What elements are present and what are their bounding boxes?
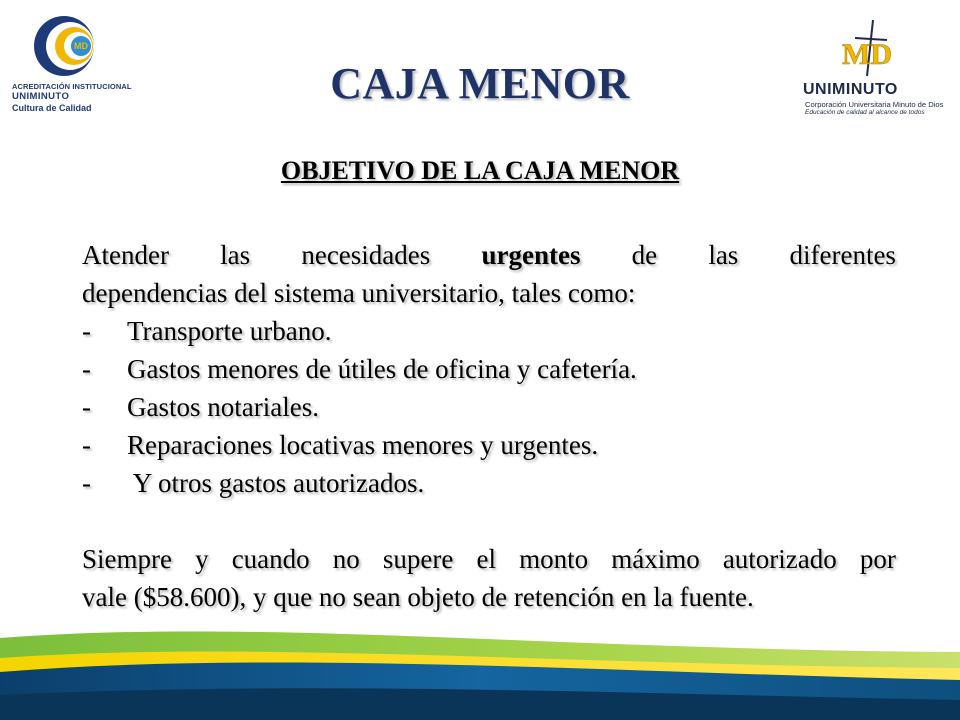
word: necesidades — [301, 240, 431, 270]
bullet-dash: - — [82, 354, 91, 384]
word: no — [332, 544, 360, 574]
bullet-dash: - — [82, 392, 91, 422]
word: las — [220, 240, 251, 270]
accreditation-line1: ACREDITACIÓN INSTITUCIONAL — [12, 82, 132, 91]
list-item: - Reparaciones locativas menores y urgentes. — [82, 426, 896, 464]
uniminuto-name: UNIMINUTO — [803, 81, 898, 98]
word: las — [708, 240, 739, 270]
uniminuto-tagline: Educación de calidad al alcance de todos — [805, 109, 925, 116]
word: Atender — [82, 240, 169, 270]
intro-line-2: dependencias del sistema universitario, tales como: — [82, 278, 636, 308]
word: monto — [519, 544, 589, 574]
word: por — [859, 544, 896, 574]
word: máximo — [611, 544, 700, 574]
word: urgentes — [481, 240, 581, 270]
uniminuto-subtitle: Corporación Universitaria Minuto de Dios — [805, 100, 944, 109]
closing-paragraph — [82, 540, 896, 616]
intro-paragraph — [82, 236, 896, 312]
svg-text:MD: MD — [842, 38, 892, 71]
expense-list — [82, 312, 896, 502]
list-item: - Gastos notariales. — [82, 388, 896, 426]
page-title: CAJA MENOR — [330, 59, 630, 108]
closing-line-1 — [82, 540, 896, 578]
list-item: - Y otros gastos autorizados. — [82, 464, 896, 502]
closing-line-2: vale ($58.600), y que no sean objeto de retención en la fuente. — [82, 582, 754, 612]
footer-wave-decoration — [0, 610, 960, 720]
list-item: - Transporte urbano. — [82, 312, 896, 350]
accreditation-line3: Cultura de Calidad — [12, 103, 92, 113]
accreditation-line2: UNIMINUTO — [12, 91, 70, 102]
word: diferentes — [789, 240, 896, 270]
bullet-dash: - — [82, 468, 91, 498]
bullet-dash: - — [82, 430, 91, 460]
list-item: - Gastos menores de útiles de oficina y cafetería. — [82, 350, 896, 388]
word: autorizado — [722, 544, 837, 574]
bullet-dash: - — [82, 316, 91, 346]
word: Siempre — [82, 544, 172, 574]
section-heading: OBJETIVO DE LA CAJA MENOR — [280, 156, 680, 185]
slide-body — [82, 236, 896, 616]
intro-line-1 — [82, 236, 896, 274]
word: cuando — [231, 544, 310, 574]
word: el — [476, 544, 496, 574]
word: y — [195, 544, 209, 574]
word: de — [631, 240, 658, 270]
word: supere — [382, 544, 454, 574]
svg-text:MD: MD — [74, 41, 88, 51]
